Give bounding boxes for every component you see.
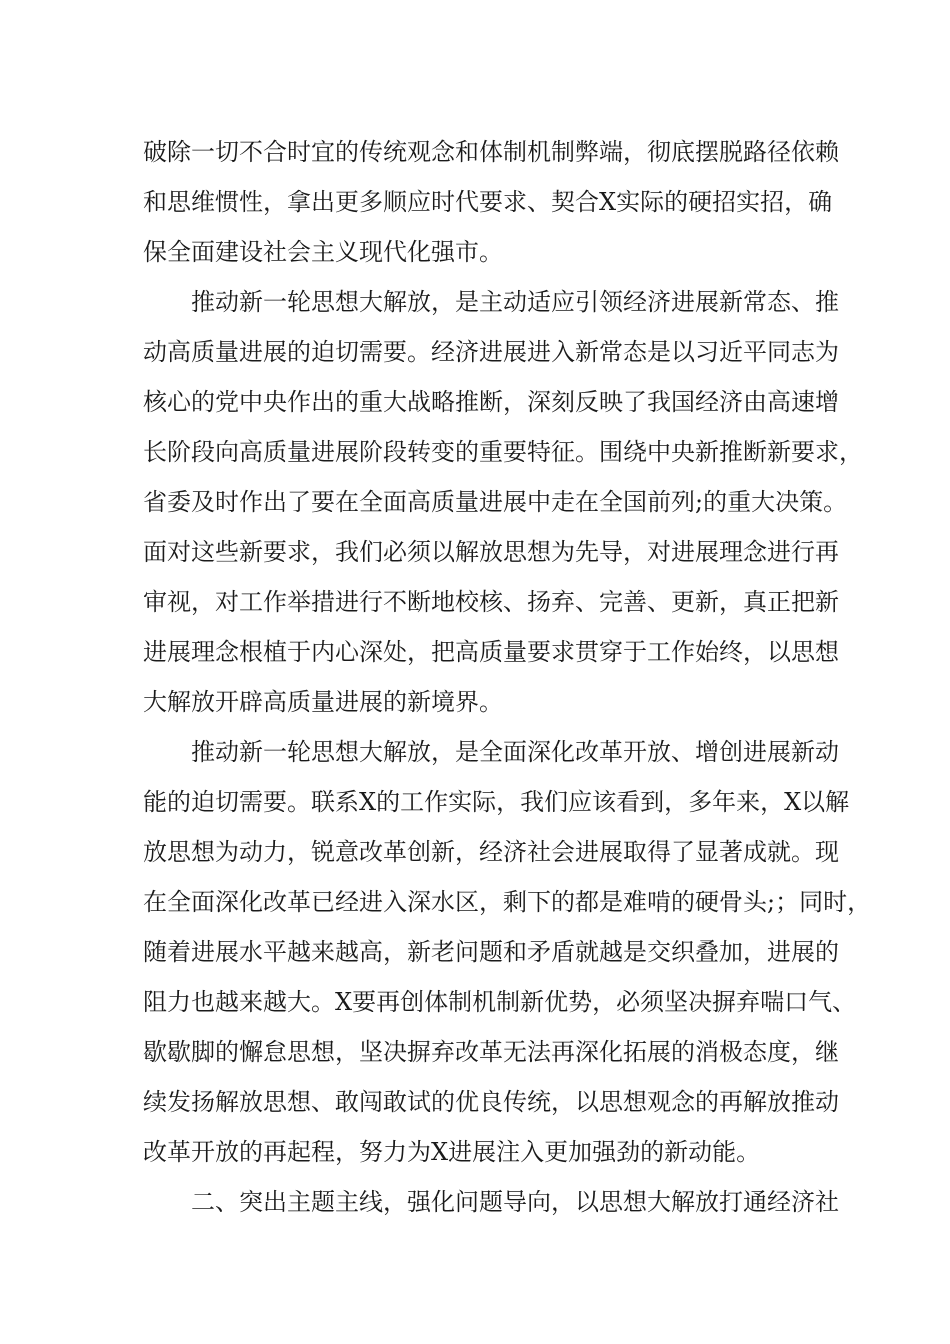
- text-line: 核心的党中央作出的重大战略推断，深刻反映了我国经济由高速增: [143, 388, 839, 416]
- text-line: 面对这些新要求，我们必须以解放思想为先导，对进展理念进行再: [143, 538, 839, 566]
- text-line: 审视，对工作举措进行不断地校核、扬弃、完善、更新，真正把新: [143, 588, 839, 616]
- text-line: 和思维惯性，拿出更多顺应时代要求、契合X实际的硬招实招，确: [143, 188, 833, 216]
- text-line: 二、突出主题主线，强化问题导向，以思想大解放打通经济社: [143, 1188, 839, 1216]
- text-line: 续发扬解放思想、敢闯敢试的优良传统，以思想观念的再解放推动: [143, 1088, 839, 1116]
- text-line: 推动新一轮思想大解放，是主动适应引领经济进展新常态、推: [143, 288, 839, 316]
- text-line: 在全面深化改革已经进入深水区，剩下的都是难啃的硬骨头;；同时，: [143, 888, 872, 916]
- text-line: 随着进展水平越来越高，新老问题和矛盾就越是交织叠加，进展的: [143, 938, 839, 966]
- text-line: 进展理念根植于内心深处，把高质量要求贯穿于工作始终，以思想: [143, 638, 839, 666]
- text-line: 阻力也越来越大。X要再创体制机制新优势，必须坚决摒弃喘口气、: [143, 988, 857, 1016]
- text-line: 放思想为动力，锐意改革创新，经济社会进展取得了显著成就。现: [143, 838, 839, 866]
- text-line: 改革开放的再起程，努力为X进展注入更加强劲的新动能。: [143, 1138, 761, 1166]
- text-line: 保全面建设社会主义现代化强市。: [143, 238, 503, 266]
- text-line: 省委及时作出了要在全面高质量进展中走在全国前列;的重大决策。: [143, 488, 848, 516]
- text-line: 歇歇脚的懈怠思想，坚决摒弃改革无法再深化拓展的消极态度，继: [143, 1038, 839, 1066]
- text-line: 破除一切不合时宜的传统观念和体制机制弊端，彻底摆脱路径依赖: [143, 138, 839, 166]
- text-line: 动高质量进展的迫切需要。经济进展进入新常态是以习近平同志为: [143, 338, 839, 366]
- text-line: 能的迫切需要。联系X的工作实际，我们应该看到，多年来，X以解: [143, 788, 850, 816]
- text-line: 长阶段向高质量进展阶段转变的重要特征。围绕中央新推断新要求，: [143, 438, 863, 466]
- text-line: 推动新一轮思想大解放，是全面深化改革开放、增创进展新动: [143, 738, 839, 766]
- text-line: 大解放开辟高质量进展的新境界。: [143, 688, 503, 716]
